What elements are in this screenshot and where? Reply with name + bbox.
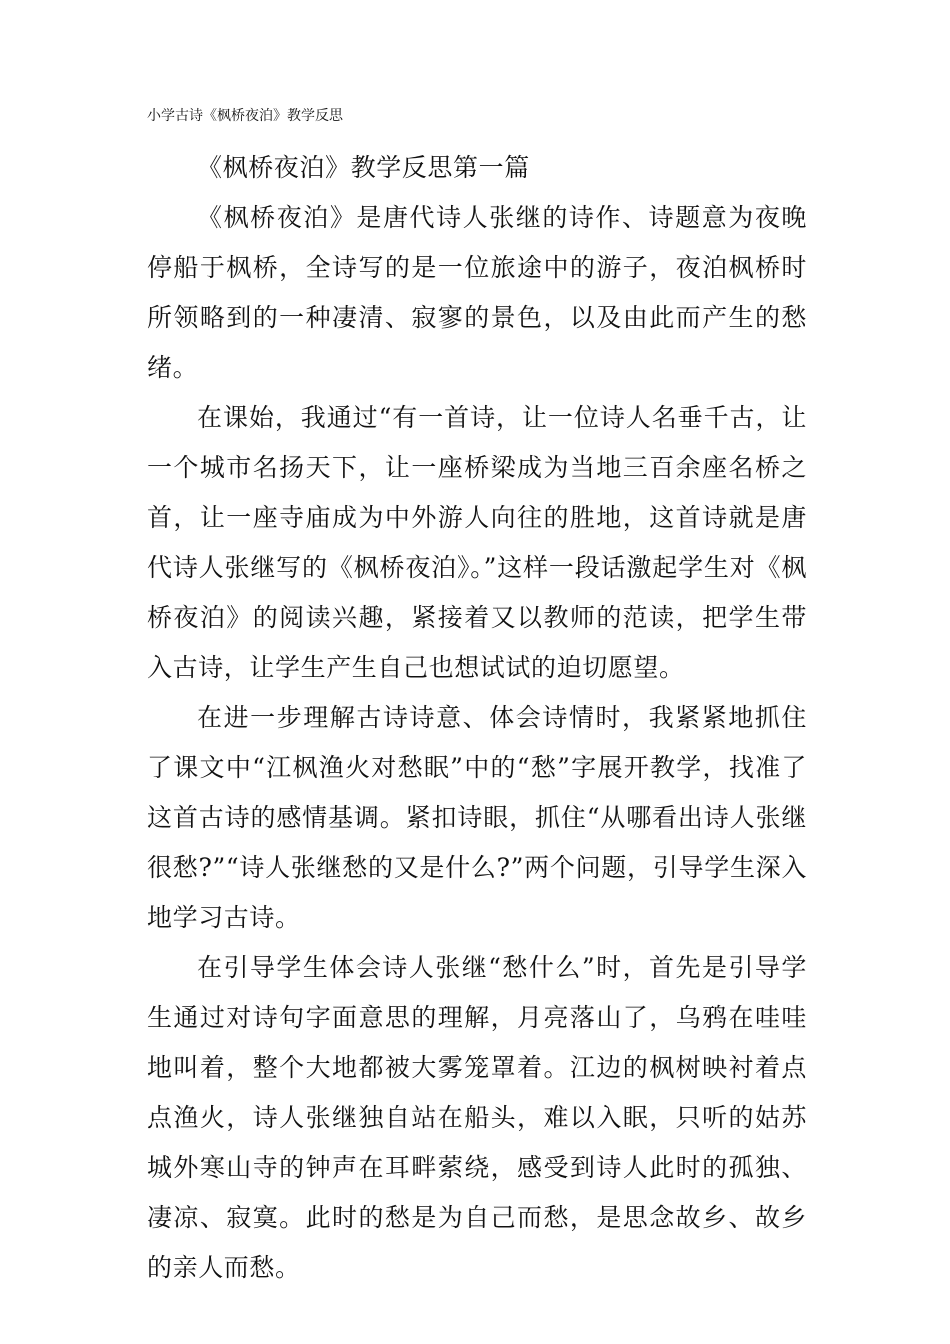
paragraph-1: 《枫桥夜泊》是唐代诗人张继的诗作、诗题意为夜晚停船于枫桥，全诗写的是一位旅途中的游子，夜泊枫桥时所领略到的一种凄清、寂寥的景色，以及由此而产生的愁绪。	[147, 203, 807, 382]
document-body	[147, 143, 807, 1293]
paragraph-2: 在课始，我通过“有一首诗，让一位诗人名垂千古，让一个城市名扬天下，让一座桥梁成为当地三百余座名桥之首，让一座寺庙成为中外游人向往的胜地，这首诗就是唐代诗人张继写的《枫桥夜泊》。”这样一段话激起学生对《枫桥夜泊》的阅读兴趣，紧接着又以教师的范读，把学生带入古诗，让学生产生自己也想试试的迫切愿望。	[147, 403, 807, 682]
paragraph-3: 在进一步理解古诗诗意、体会诗情时，我紧紧地抓住了课文中“江枫渔火对愁眠”中的“愁”字展开教学，找准了这首古诗的感情基调。紧扣诗眼，抓住“从哪看出诗人张继很愁?”“诗人张继愁的又是什么?”两个问题，引导学生深入地学习古诗。	[147, 703, 807, 932]
section-title: 《枫桥夜泊》教学反思第一篇	[197, 153, 530, 182]
paragraph-4: 在引导学生体会诗人张继“愁什么”时，首先是引导学生通过对诗句字面意思的理解，月亮落山了，乌鸦在哇哇地叫着，整个大地都被大雾笼罩着。江边的枫树映衬着点点渔火，诗人张继独自站在船头，难以入眠，只听的姑苏城外寒山寺的钟声在耳畔萦绕，感受到诗人此时的孤独、凄凉、寂寞。此时的愁是为自己而愁，是思念故乡、故乡的亲人而愁。	[147, 953, 807, 1282]
running-header: 小学古诗《枫桥夜泊》教学反思	[147, 108, 343, 124]
